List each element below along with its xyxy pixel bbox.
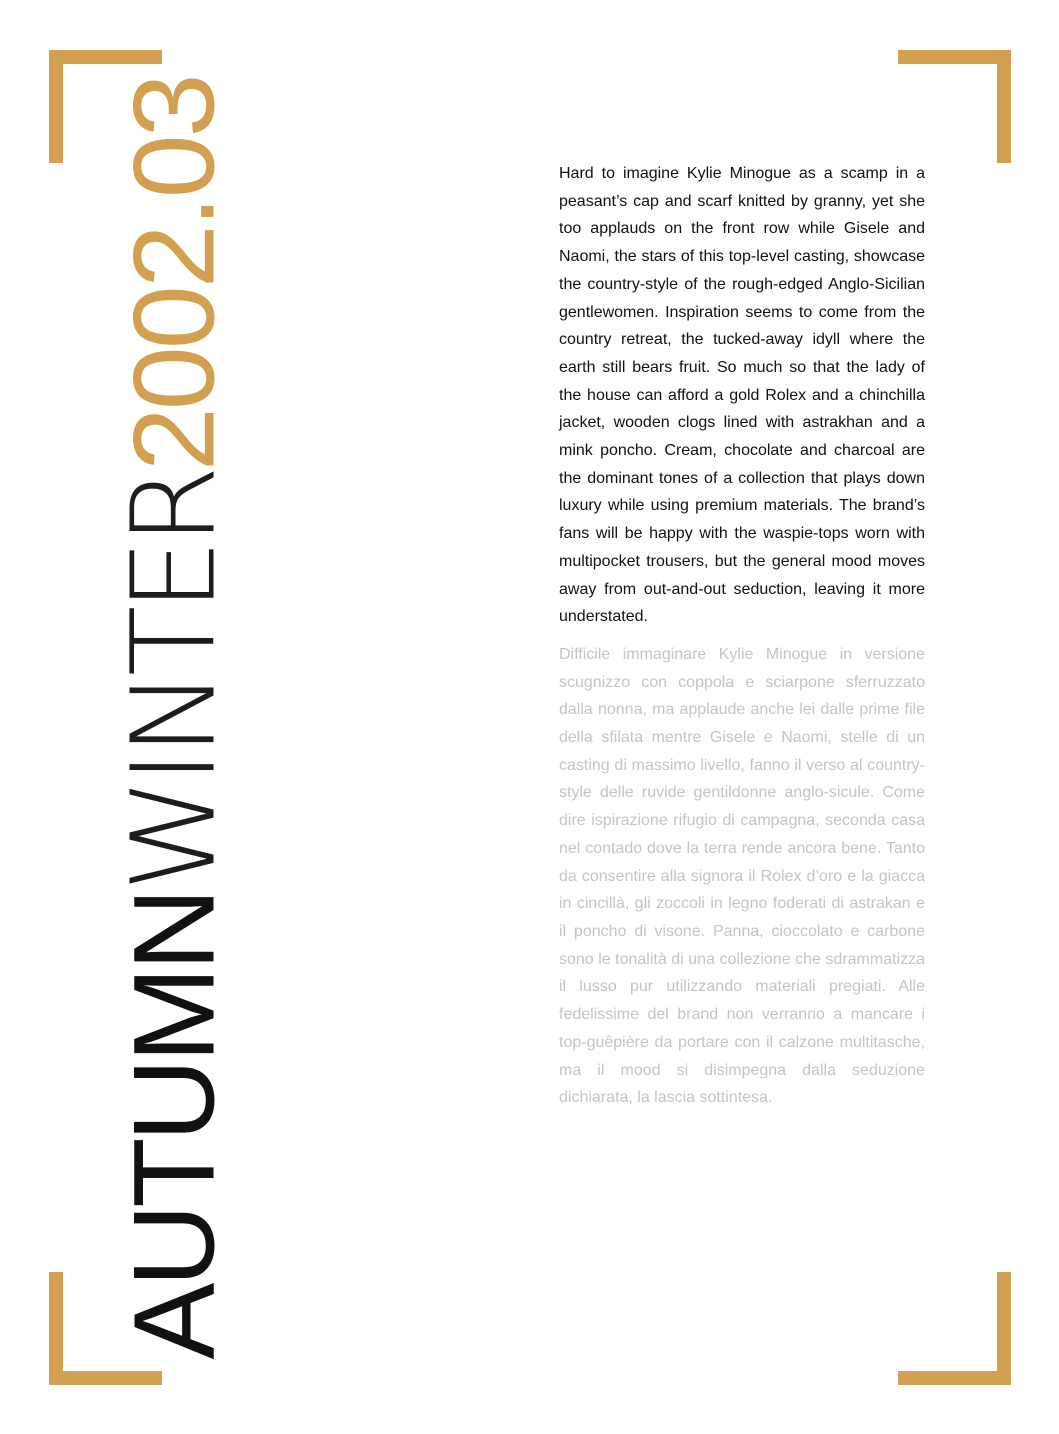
title-autumn: AUTUMN	[110, 891, 239, 1360]
corner-frame-top-right	[898, 50, 1011, 163]
title-season-year: 2002.03	[110, 76, 239, 472]
english-paragraph: Hard to imagine Kylie Minogue as a scamp in a peasant’s cap and scarf knitted by granny, yet she too applauds on the front row while Gisele and Naomi, the stars of this top-level casting, showcase the country-style of the rough-edged Anglo-Sicilian gentlewomen. Inspiration seems to come from the country retreat, the tucked-away idyll where the earth still bears fruit. So much so that the lady of the house can afford a gold Rolex and a chinchilla jacket, wooden clogs lined with astrakhan and a mink poncho. Cream, chocolate and charcoal are the dominant tones of a collection that plays down luxury while using premium materials. The brand’s fans will be happy with the waspie-tops worn with multipocket trousers, but the general mood moves away from out-and-out seduction, leaving it more understated.	[559, 165, 925, 626]
article-text	[559, 160, 925, 1112]
season-title	[107, 76, 242, 1360]
corner-frame-bottom-right	[898, 1272, 1011, 1385]
title-winter: WINTER	[107, 471, 242, 892]
italian-paragraph: Difficile immaginare Kylie Minogue in versione scugnizzo con coppola e sciarpone sferruzzato dalla nonna, ma applaude anche lei dalle prime file della sfilata mentre Gisele e Naomi, stelle di un casting di massimo livello, fanno il verso al country-style delle ruvide gentildonne anglo-sicule. Come dire ispirazione rifugio di campagna, seconda casa nel contado dove la terra rende ancora bene. Tanto da consentire alla signora il Rolex d’oro e la giacca in cincillà, gli zoccoli in legno foderati di astrakan e il poncho di visone. Panna, cioccolato e carbone sono le tonalità di una collezione che sdrammatizza il lusso pur utilizzando materiali pregiati. Alle fedelissime del brand non verranno a mancare i top-guêpière da portare con il calzone multitasche, ma il mood si disimpegna dalla seduzione dichiarata, la lascia sottintesa.	[559, 645, 925, 1107]
